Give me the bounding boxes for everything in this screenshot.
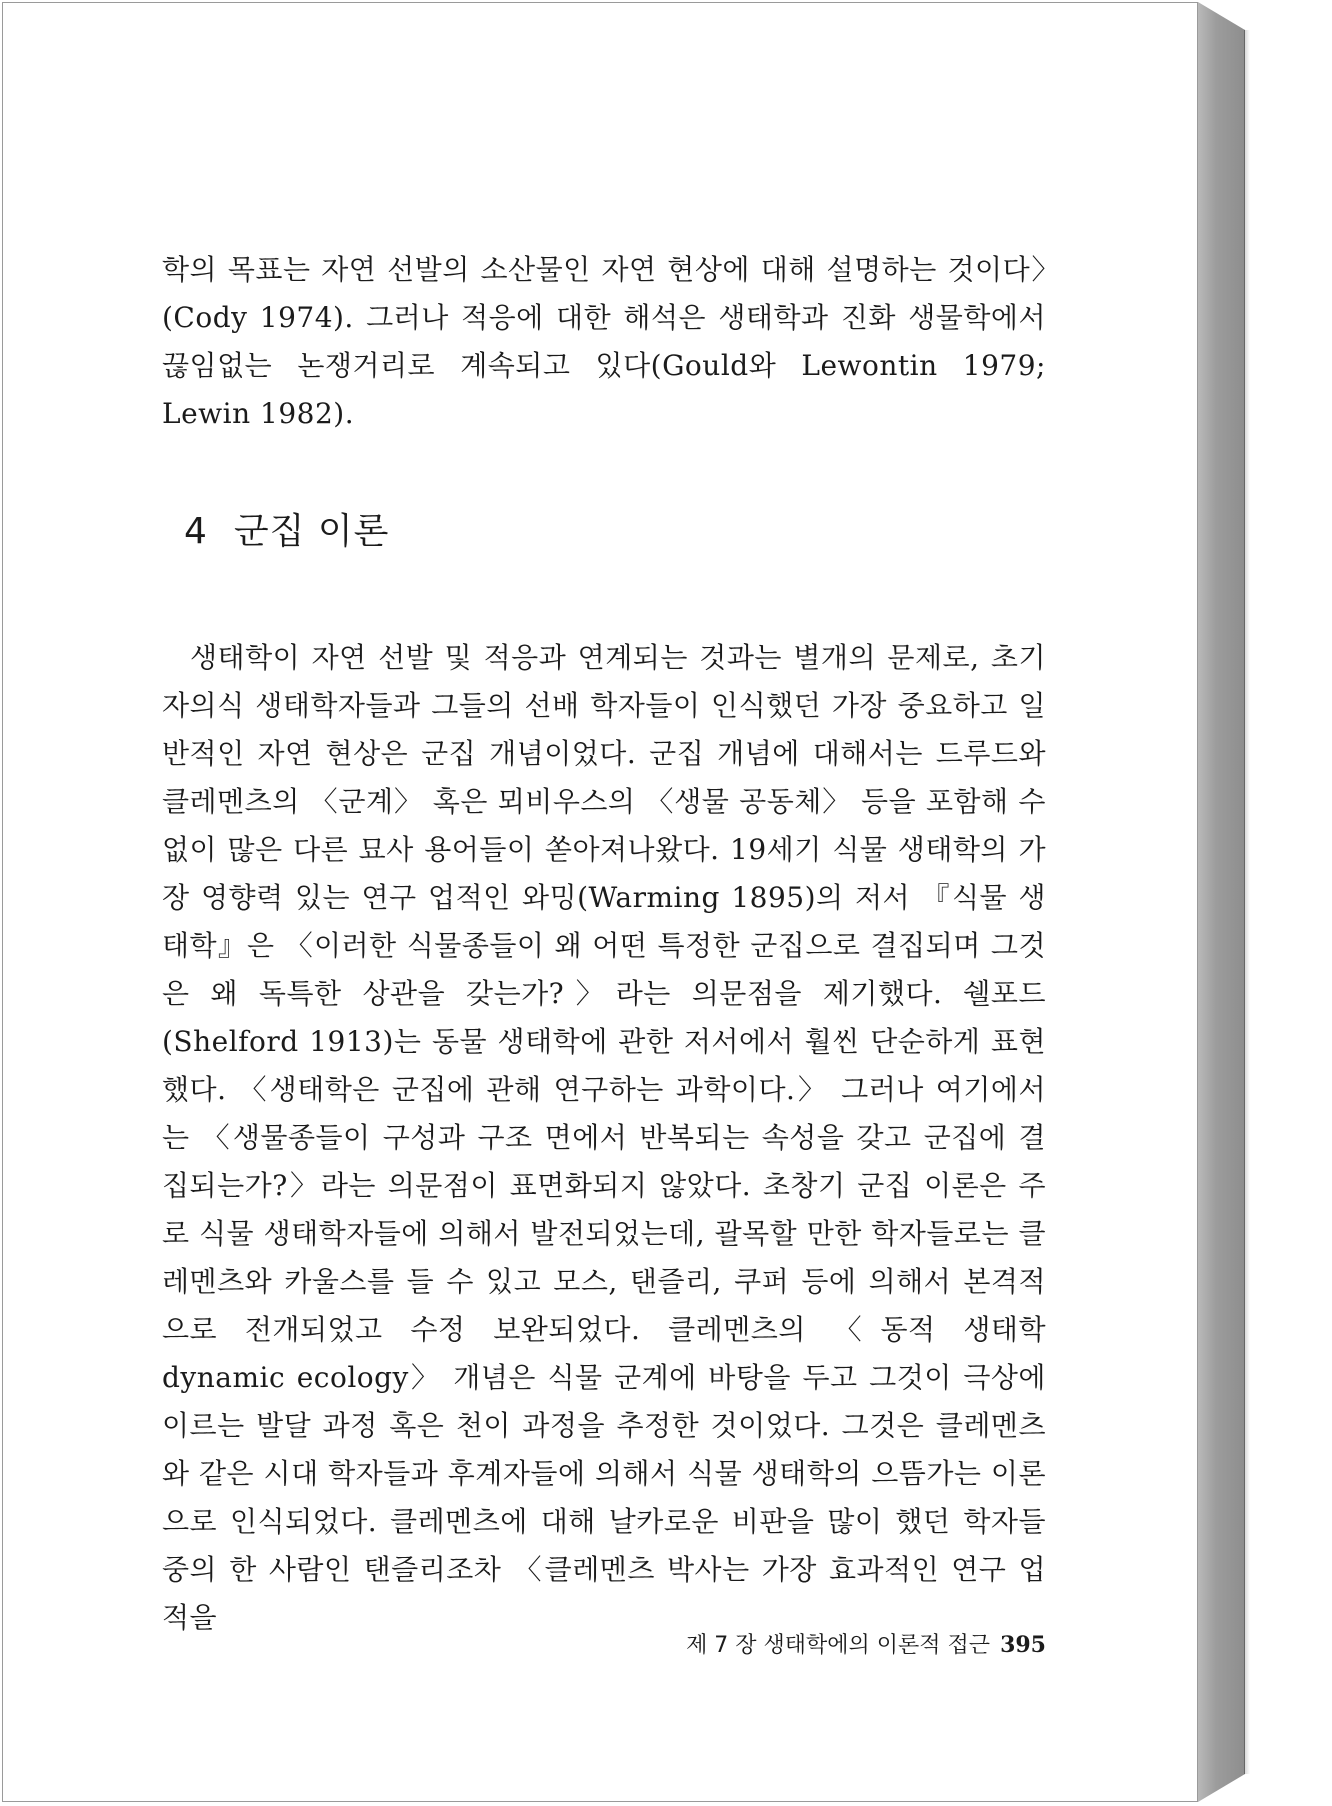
page-edge-shade [1244,30,1250,1774]
footer-chapter-title: 제 7 장 생태학에의 이론적 접근 [686,1633,991,1658]
section-title: 군집 이론 [233,511,390,552]
paragraph-main: 생태학이 자연 선발 및 적응과 연계되는 것과는 별개의 문제로, 초기 자의식 생태학자들과 그들의 선배 학자들이 인식했던 가장 중요하고 일반적인 자연 현상은 군집 개념이었다. 군집 개념에 대해서는 드루드와 클레멘츠의 〈군계〉 혹은 뫼비우스의 〈생물 공동체〉 등을 포함해 수없이 많은 다른 묘사 용어들이 쏟아져나왔다. 19세기 식물 생태학의 가장 영향력 있는 연구 업적인 와밍(Warming 1895)의 저서 『식물 생태학』은 〈이러한 식물종들이 왜 어떤 특정한 군집으로 결집되며 그것은 왜 독특한 상관을 갖는가?〉라는 의문점을 제기했다. 쉘포드(Shelford 1913)는 동물 생태학에 관한 저서에서 훨씬 단순하게 표현했다. 〈생태학은 군집에 관해 연구하는 과학이다.〉 그러나 여기에서는 〈생물종들이 구성과 구조 면에서 반복되는 속성을 갖고 군집에 결집되는가?〉라는 의문점이 표면화되지 않았다. 초창기 군집 이론은 주로 식물 생태학자들에 의해서 발전되었는데, 괄목할 만한 학자들로는 클레멘츠와 카울스를 들 수 있고 모스, 탠즐리, 쿠퍼 등에 의해서 본격적으로 전개되었고 수정 보완되었다. 클레멘츠의 〈동적 생태학 dynamic ecology〉 개념은 식물 군계에 바탕을 두고 그것이 극상에 이르는 발달 과정 혹은 천이 과정을 추정한 것이었다. 그것은 클레멘츠와 같은 시대 학자들과 후계자들에 의해서 식물 생태학의 으뜸가는 이론으로 인식되었다. 클레멘츠에 대해 날카로운 비판을 많이 했던 학자들 중의 한 사람인 탠즐리조차 〈클레멘츠 박사는 가장 효과적인 연구 업적을 [162,641,1046,1634]
section-heading [184,503,389,554]
paragraph-continued: 학의 목표는 자연 선발의 소산물인 자연 현상에 대해 설명하는 것이다〉(Cody 1974). 그러나 적응에 대한 해석은 생태학과 진화 생물학에서 끊임없는 논쟁거리로 계속되고 있다(Gould와 Lewontin 1979; Lewin 1982). [162,253,1046,430]
page-number: 395 [1000,1632,1046,1658]
page-edge-shadow [1198,2,1245,1802]
running-footer [686,1628,1046,1659]
section-number: 4 [184,511,208,552]
